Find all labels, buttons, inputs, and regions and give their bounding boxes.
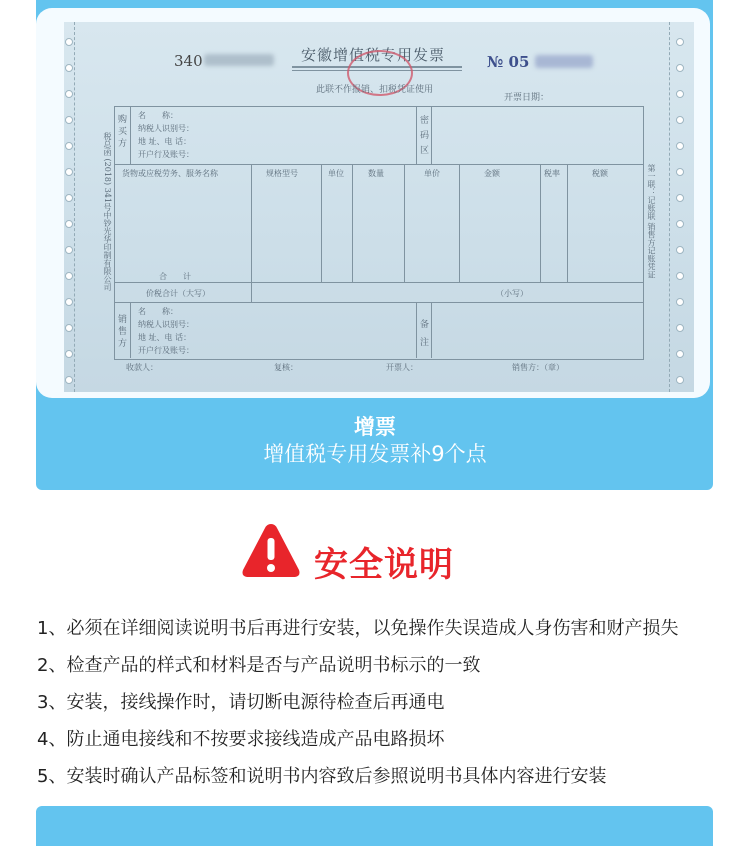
copy-side-text: 第一联：记账联 销售方记账凭证 [647,164,656,279]
small-total-label: （小写） [496,289,528,298]
grand-total-label: 价税合计（大写） [146,289,210,298]
col-rate: 税率 [544,169,560,178]
cipher-label: 密码区 [420,116,430,156]
payee-label: 收款人： [126,363,158,372]
buyer-name-label: 名 称： [138,111,178,120]
drawer-label: 开票人： [386,363,418,372]
reviewer-label: 复核： [274,363,298,372]
invoice-photo [36,8,710,398]
invoice-code: 340 [174,52,203,70]
list-item: 3、安装，接线操作时，请切断电源待检查后再通电 [37,692,445,713]
col-tax: 税额 [592,169,608,178]
buyer-label: 购买方 [118,115,128,149]
seller-address-label: 地 址、电 话： [138,333,192,342]
seller-stamp-label: 销售方：（章） [512,363,564,372]
seller-bank-label: 开户行及账号： [138,346,194,355]
buyer-address-label: 地 址、电 话： [138,137,192,146]
next-section-header [36,806,713,846]
safety-title: 安全说明 [314,545,454,585]
list-item: 2、检查产品的样式和材料是否与产品说明书标示的一致 [37,655,481,676]
col-goods: 货物或应税劳务、服务名称 [122,169,218,178]
remark-label: 备注 [420,320,430,348]
total-label: 合 计 [159,272,191,281]
invoice-number-blur [535,55,593,68]
invoice-number: № 05 [487,53,530,71]
col-spec: 规格型号 [266,169,298,178]
col-unit: 单位 [328,169,344,178]
seller-taxid-label: 纳税人识别号： [138,320,194,329]
list-item: 4、防止通电接线和不按要求接线造成产品电路损坏 [37,729,445,750]
buyer-taxid-label: 纳税人识别号： [138,124,194,133]
panel-title: 增票 [354,415,396,439]
buyer-bank-label: 开户行及账号： [138,150,194,159]
seller-name-label: 名 称： [138,307,178,316]
invoice-notice: 此联不作报销、扣税凭证使用 [316,85,434,95]
list-item: 5、安装时确认产品标签和说明书内容致后参照说明书具体内容进行安装 [37,766,607,787]
printer-side-text: 税总函 (2018) 341号中钞光华印制有限公司 [103,132,112,291]
col-amount: 金额 [484,169,500,178]
list-item: 1、必须在详细阅读说明书后再进行安装，以免操作失误造成人身伤害和财产损失 [37,618,679,639]
safety-notes-list [37,610,678,795]
invoice-paper [64,22,694,392]
seller-label: 销售方 [118,315,128,349]
col-qty: 数量 [368,169,384,178]
panel-subtitle: 增值税专用发票补9个点 [263,442,487,466]
col-price: 单价 [424,169,440,178]
warning-icon [240,520,302,582]
issue-date-label: 开票日期： [504,93,550,103]
invoice-code-blur [204,54,274,66]
invoice-title: 安徽增值税专用发票 [301,46,446,64]
